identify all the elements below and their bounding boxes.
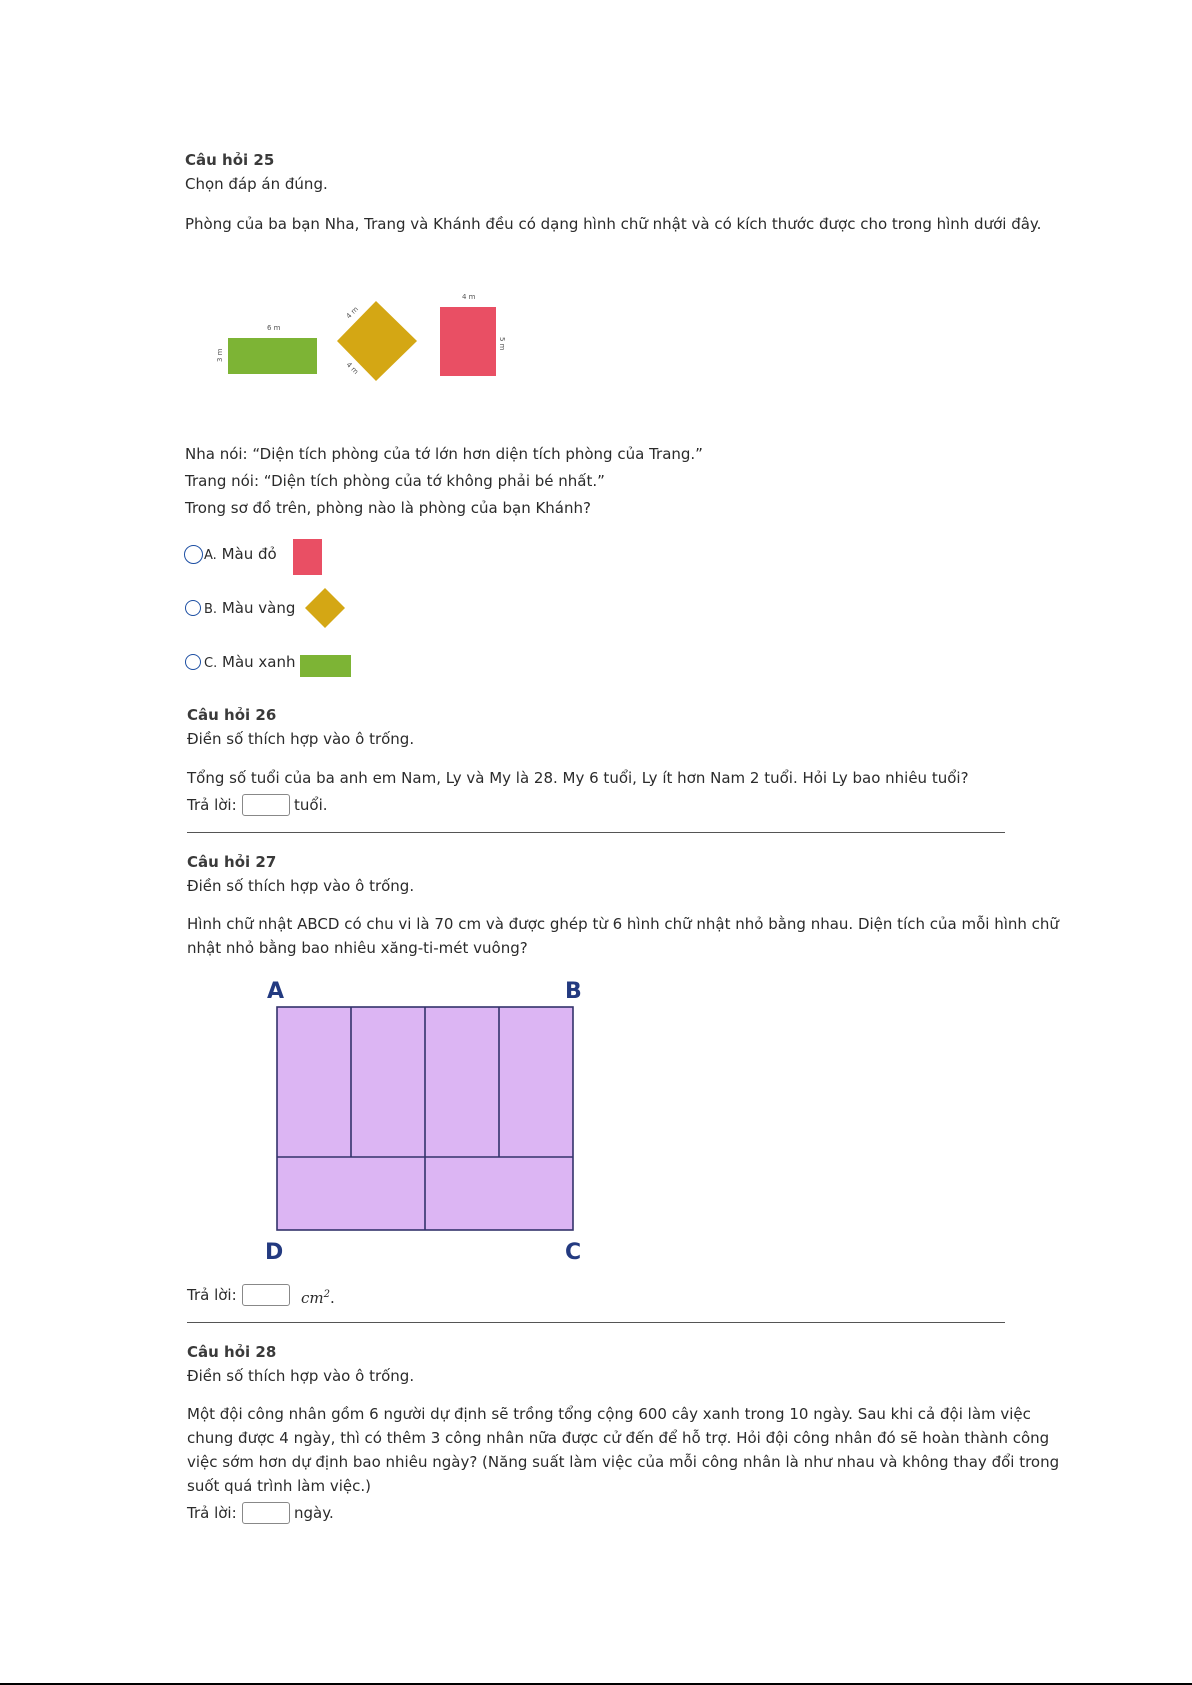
q28-instruction: Điền số thích hợp vào ô trống. bbox=[187, 1367, 415, 1385]
q26-instruction: Điền số thích hợp vào ô trống. bbox=[187, 730, 415, 748]
q28-title: Câu hỏi 28 bbox=[187, 1343, 277, 1361]
divider-26-27 bbox=[187, 832, 1005, 833]
corner-a: A bbox=[267, 979, 285, 1004]
option-b-radio[interactable] bbox=[185, 600, 201, 616]
yellow-side-a-label: 4 m bbox=[344, 305, 360, 321]
q25-intro: Phòng của ba bạn Nha, Trang và Khánh đều có dạng hình chữ nhật và có kích thước được cho trong hình dưới đây. bbox=[185, 215, 1042, 233]
option-c-letter: C. bbox=[204, 656, 218, 671]
q28-unit: ngày. bbox=[294, 1504, 334, 1522]
option-a-radio[interactable] bbox=[184, 545, 203, 564]
q26-title: Câu hỏi 26 bbox=[187, 706, 277, 724]
q27-answer-label: Trả lời: bbox=[187, 1286, 237, 1304]
q27-unit-sup: 2 bbox=[323, 1289, 330, 1300]
option-c-label: Màu xanh bbox=[222, 653, 296, 671]
red-height-label: 5 m bbox=[498, 337, 506, 351]
q28-answer-input[interactable] bbox=[242, 1502, 290, 1524]
q28-answer-label: Trả lời: bbox=[187, 1504, 237, 1522]
option-b-letter: B. bbox=[204, 602, 218, 617]
option-a-figure bbox=[288, 533, 328, 577]
option-a-label: Màu đỏ bbox=[221, 545, 277, 563]
corner-b: B bbox=[565, 979, 582, 1004]
q27-answer-input[interactable] bbox=[242, 1284, 290, 1306]
option-c-figure bbox=[296, 648, 356, 682]
q27-text-line1: Hình chữ nhật ABCD có chu vi là 70 cm và được ghép từ 6 hình chữ nhật nhỏ bằng nhau. Diện tích của mỗi hình chữ bbox=[187, 915, 1059, 933]
q28-text-line4: suốt quá trình làm việc.) bbox=[187, 1477, 372, 1495]
red-width-label: 4 m bbox=[462, 293, 476, 301]
option-b-label: Màu vàng bbox=[221, 599, 296, 617]
rooms-figure bbox=[200, 285, 520, 395]
q27-unit-end: . bbox=[330, 1289, 335, 1307]
q25-nha-statement: Nha nói: “Diện tích phòng của tớ lớn hơn diện tích phòng của Trang.” bbox=[185, 445, 703, 463]
q26-answer-input[interactable] bbox=[242, 794, 290, 816]
yellow-side-b-label: 4 m bbox=[344, 360, 360, 376]
green-height-label: 3 m bbox=[216, 348, 224, 362]
option-c-radio[interactable] bbox=[185, 654, 201, 670]
green-width-label: 6 m bbox=[267, 324, 281, 332]
divider-27-28 bbox=[187, 1322, 1005, 1323]
q25-instruction: Chọn đáp án đúng. bbox=[185, 175, 328, 193]
q28-text-line3: việc sớm hơn dự định bao nhiêu ngày? (Năng suất làm việc của mỗi công nhân là như nhau và không thay đổi trong bbox=[187, 1453, 1060, 1471]
q26-answer-label: Trả lời: bbox=[187, 796, 237, 814]
corner-d: D bbox=[265, 1240, 284, 1265]
corner-c: C bbox=[565, 1240, 582, 1265]
q27-instruction: Điền số thích hợp vào ô trống. bbox=[187, 877, 415, 895]
q28-text-line1: Một đội công nhân gồm 6 người dự định sẽ trồng tổng cộng 600 cây xanh trong 10 ngày. Sau khi cả đội làm việc bbox=[187, 1405, 1031, 1423]
green-room bbox=[228, 338, 317, 374]
q28-text-line2: chung được 4 ngày, thì có thêm 3 công nhân nữa được cử đến để hỗ trợ. Hỏi đội công nhân đó sẽ hoàn thành công bbox=[187, 1429, 1050, 1447]
q27-text-line2: nhật nhỏ bằng bao nhiêu xăng-ti-mét vuông? bbox=[187, 939, 528, 957]
q26-text: Tổng số tuổi của ba anh em Nam, Ly và My là 28. My 6 tuổi, Ly ít hơn Nam 2 tuổi. Hỏi Ly bao nhiêu tuổi? bbox=[187, 769, 969, 787]
option-a-letter: A. bbox=[204, 548, 217, 563]
q25-question: Trong sơ đồ trên, phòng nào là phòng của bạn Khánh? bbox=[185, 499, 591, 517]
option-b-figure bbox=[300, 584, 350, 634]
rectangle-abcd-figure bbox=[255, 975, 595, 1265]
red-room bbox=[440, 307, 496, 376]
option-a[interactable] bbox=[204, 544, 277, 566]
option-b[interactable] bbox=[204, 598, 295, 620]
q27-unit-base: cm bbox=[301, 1289, 324, 1307]
q27-unit bbox=[301, 1285, 335, 1308]
q27-title: Câu hỏi 27 bbox=[187, 853, 277, 871]
q25-trang-statement: Trang nói: “Diện tích phòng của tớ không phải bé nhất.” bbox=[185, 472, 605, 490]
option-c[interactable] bbox=[204, 652, 296, 674]
q25-title: Câu hỏi 25 bbox=[185, 151, 275, 169]
q26-unit: tuổi. bbox=[294, 796, 328, 814]
